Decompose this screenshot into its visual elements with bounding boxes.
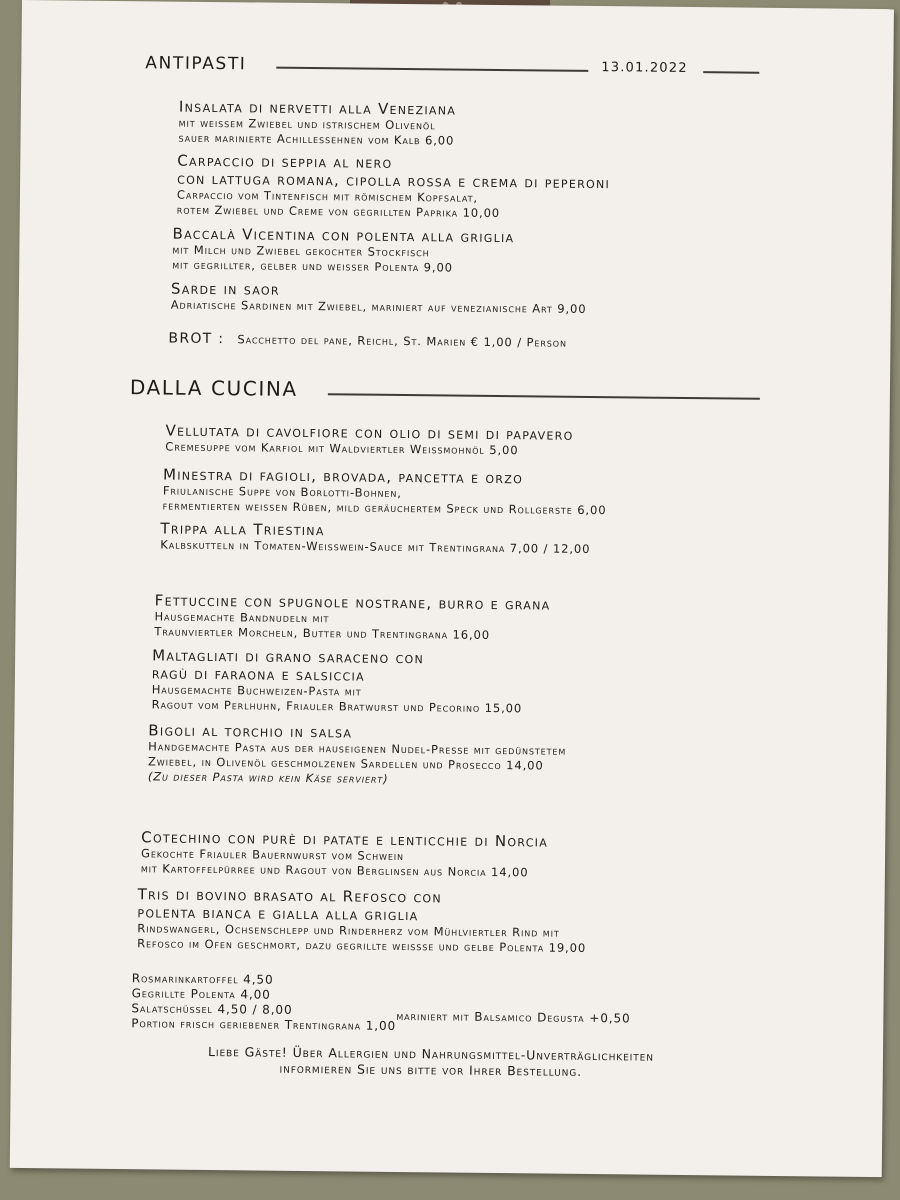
- side-item: Portion frisch geriebener Trentingrana 1,00: [131, 1016, 397, 1033]
- section-title-antipasti: ANTIPASTI: [145, 53, 247, 75]
- dish-note: (Zu dieser Pasta wird kein Käse serviert): [147, 769, 389, 786]
- menu-item: [141, 828, 548, 880]
- menu-date: 13.01.2022: [601, 60, 688, 76]
- menu-sheet: [10, 0, 894, 1177]
- bread-label: BROT :: [168, 330, 225, 348]
- side-item: Rosmarinkartoffel 4,50: [131, 971, 274, 987]
- dish-description: Cremesuppe vom Karfiol mit Waldviertler Weissmohnöl 5,00: [165, 439, 519, 458]
- dish-title: Bigoli al torchio in salsa: [148, 721, 353, 742]
- menu-item: [165, 422, 573, 459]
- menu-item: [177, 152, 611, 223]
- dish-description: Rindswangerl, Ochsenschlepp und Rinderherz vom Mühlviertler Rind mit Refosco im Ofen geschmort, dazu gegrillte weissse und gelbe Polenta 19,00: [137, 921, 587, 955]
- section-rule: [703, 71, 759, 74]
- dish-title: Cotechino con purè di patate e lenticchie di Norcia: [141, 828, 549, 851]
- dish-title-line2: con lattuga romana, cipolla rossa e crema di peperoni: [177, 169, 611, 193]
- dish-description: Handgemachte Pasta aus der hauseigenen Nudel-Presse mit gedünstetem Zwiebel, in Olivenöl geschmolzenen Sardellen und Prosecco 14,00 (Zu dieser Pasta wird kein Käse serviert): [148, 739, 566, 788]
- section-rule: [276, 67, 588, 72]
- side-dishes: [131, 971, 396, 1034]
- menu-item: [152, 646, 523, 716]
- dish-title: Insalata di nervetti alla Veneziana: [178, 97, 457, 119]
- dish-description: Kalbskutteln in Tomaten-Weisswein-Sauce mit Trentingrana 7,00 / 12,00: [160, 537, 591, 556]
- allergy-notice: Liebe Gäste! Über Allergien und Nahrungsmittel-Unverträglichkeiten informieren Sie uns bitte vor Ihrer Bestellung.: [207, 1044, 654, 1079]
- dish-description: Adriatische Sardinen mit Zwiebel, mariniert auf venezianische Art 9,00: [170, 297, 587, 316]
- menu-item: [160, 519, 590, 557]
- dish-description: mit weissem Zwiebel und istrischem Olivenöl sauer marinierte Achillessehnen vom Kalb 6,00: [178, 115, 455, 148]
- dish-title: Sarde in saor: [170, 279, 280, 299]
- dish-description: Friulanische Suppe von Borlotti-Bohnen, fermentierten weissen Rüben, mild geräuchertem Speck und Rollgerste 6,00: [162, 483, 607, 518]
- section-title-cucina: DALLA CUCINA: [129, 375, 298, 401]
- side-item: Gegrillte Polenta 4,00: [131, 986, 271, 1002]
- menu-item: [137, 885, 587, 956]
- menu-item: [148, 721, 567, 788]
- bread-text: Sacchetto del pane, Reichl, St. Marien € 1,00 / Person: [237, 332, 567, 350]
- dish-title: Fettuccine con spugnole nostrane, burro e grana: [154, 591, 551, 614]
- dish-description: mit Milch und Zwiebel gekochter Stockfisch mit gegrillter, gelber und weisser Polenta 9,00: [172, 242, 453, 275]
- dish-description: Gekochte Friauler Bauernwurst vom Schwein mit Kartoffelpürree und Ragout von Berglinsen aus Norcia 14,00: [140, 846, 529, 880]
- menu-item: [171, 280, 587, 317]
- side-item: Salatschüssel 4,50 / 8,00: [131, 1001, 293, 1017]
- section-rule: [328, 393, 760, 400]
- bread-note: [168, 328, 567, 351]
- dish-description: Carpaccio vom Tintenfisch mit römischem Kopfsalat, rotem Zwiebel und Creme von gegrillten Paprika 10,00: [176, 187, 501, 221]
- dish-title: Minestra di fagioli, brovada, pancetta e orzo: [162, 465, 524, 488]
- dish-title: Trippa alla Triestina: [160, 519, 325, 540]
- dish-description: Hausgemachte Bandnudeln mit Traunviertler Morcheln, Butter und Trentingrana 16,00: [154, 609, 491, 642]
- menu-item: [163, 466, 607, 519]
- dish-title: Carpaccio di seppia al nero: [177, 151, 393, 172]
- dish-title: Baccalà Vicentina con polenta alla griglia: [172, 224, 515, 247]
- dish-title-line2: polenta bianca e gialla alla griglia: [137, 903, 419, 925]
- dish-title: Maltagliati di grano saraceno con: [152, 646, 425, 668]
- menu-item: [154, 591, 550, 643]
- menu-item: [172, 225, 514, 277]
- balsamico-note: mariniert mit Balsamico Degusta +0,50: [396, 1008, 631, 1026]
- menu-item: [178, 98, 456, 149]
- dish-title: Tris di bovino brasato al Refosco con: [137, 885, 443, 907]
- dish-title-line2: ragù di faraona e salsiccia: [151, 664, 365, 685]
- dish-description: Hausgemachte Buchweizen-Pasta mit Ragout vom Perlhuhn, Friauler Bratwurst und Pecorino 15,00: [151, 682, 523, 716]
- dish-title: Vellutata di cavolfiore con olio di semi di papavero: [165, 421, 574, 444]
